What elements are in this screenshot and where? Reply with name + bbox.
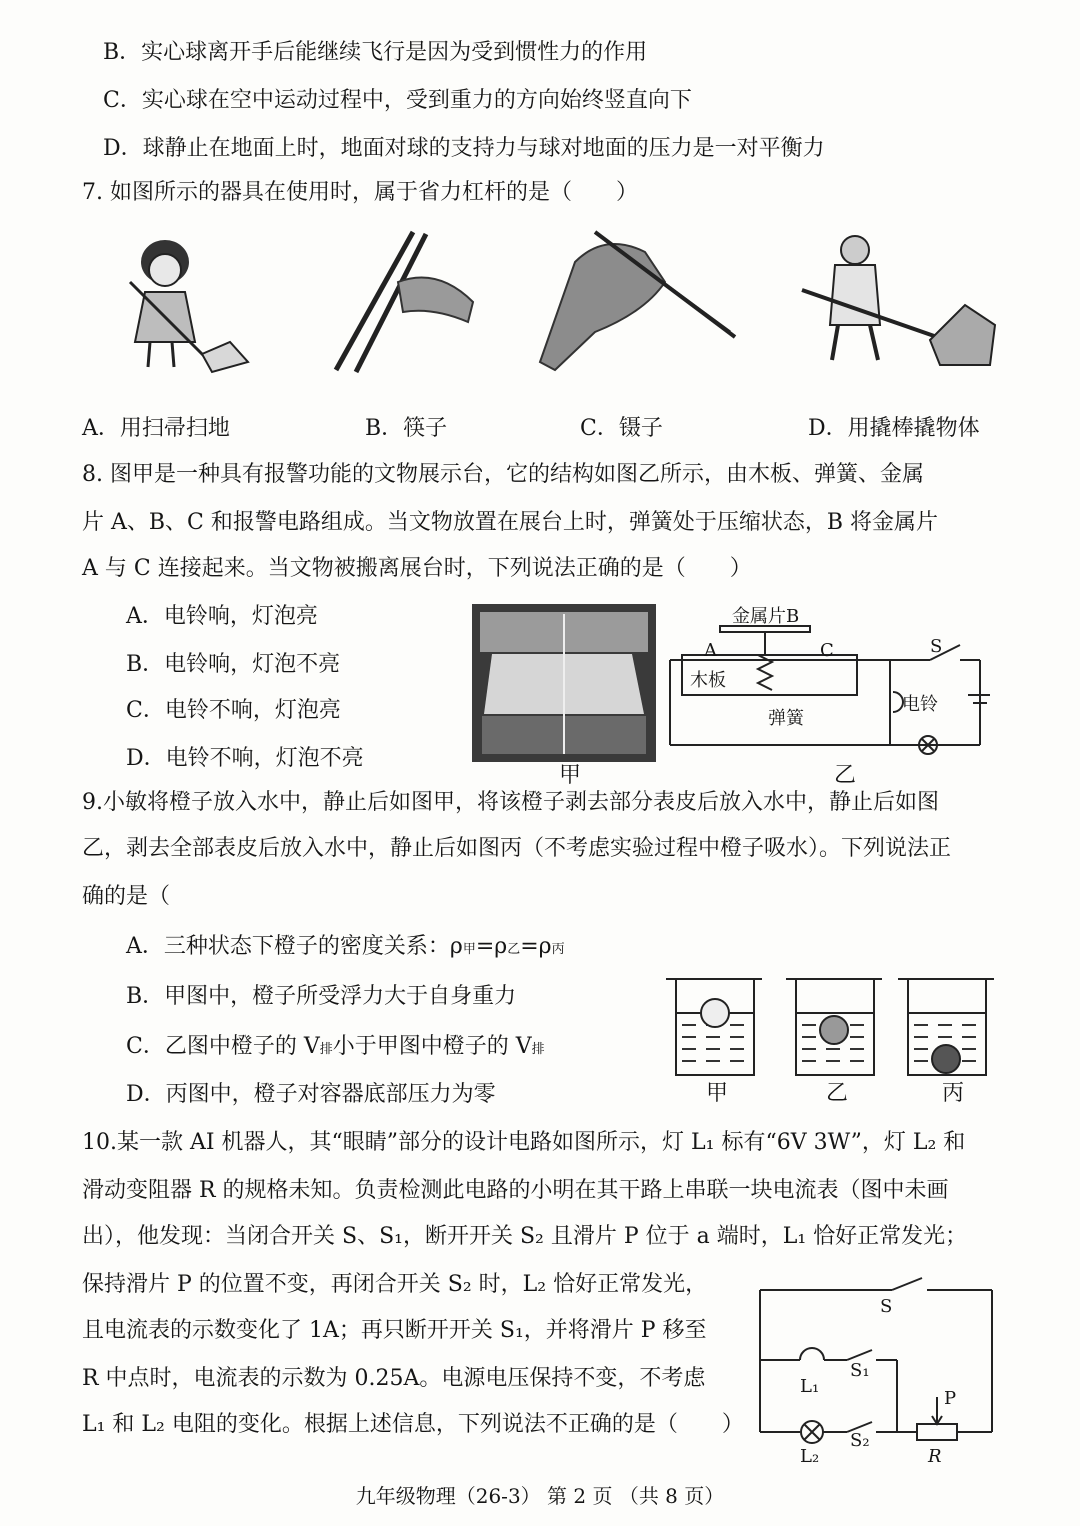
fig8-label-jia: 甲 [558,763,581,788]
robot-eye-circuit-diagram [752,1272,1002,1462]
q8-stem-line1: 8. 图甲是一种具有报警功能的文物展示台，它的结构如图乙所示，由木板、弹簧、金属 [82,462,924,487]
q10-stem-line3: 出），他发现：当闭合开关 S、S₁，断开开关 S₂ 且滑片 P 位于 a 端时，L₁ 恰好正常发光； [82,1224,968,1249]
q6-option-c: C．实心球在空中运动过程中，受到重力的方向始终竖直向下 [103,88,692,113]
q10-stem-line4: 保持滑片 P 的位置不变，再闭合开关 S₂ 时，L₂ 恰好正常发光， [82,1272,708,1297]
fig8-label-metal-b: 金属片B [732,606,800,627]
q8-stem-line3: A 与 C 连接起来。当文物被搬离展台时，下列说法正确的是（ ） [82,556,752,581]
beaker-jia [664,975,764,1081]
fig10-label-s1: S₁ [850,1360,870,1381]
q6-option-b: B．实心球离开手后能继续飞行是因为受到惯性力的作用 [103,40,648,65]
chopsticks-figure [318,222,483,382]
fig8-label-c: C [820,640,834,661]
fig8-label-yi: 乙 [833,763,856,788]
q7-option-a: A．用扫帚扫地 [82,416,230,441]
q10-stem-line1: 10.某一款 AI 机器人，其“眼睛”部分的设计电路如图所示，灯 L₁ 标有“6V 3W”，灯 L₂ 和 [82,1130,966,1155]
q9-option-c: C．乙图中橙子的 V排小于甲图中橙子的 V排 [126,1034,545,1059]
broom-sweeping-figure [110,222,270,382]
beaker-bing [896,975,996,1081]
q7-option-d: D．用撬棒撬物体 [808,416,980,441]
display-stand-photo [472,604,656,762]
crowbar-prying-figure [800,230,1005,370]
q9-stem-line2: 乙，剥去全部表皮后放入水中，静止后如图丙（不考虑实验过程中橙子吸水）。下列说法正 [82,836,952,861]
q7-option-c: C．镊子 [580,416,663,441]
q10-stem-line7: L₁ 和 L₂ 电阻的变化。根据上述信息，下列说法不正确的是（ ） [82,1412,744,1437]
q9-stem-line3: 确的是（ [82,884,171,909]
q8-option-a: A．电铃响，灯泡亮 [126,604,318,629]
fig8-label-board: 木板 [690,670,726,691]
fig8-label-a: A [704,640,717,661]
q9-stem-line1: 9.小敏将橙子放入水中，静止后如图甲，将该橙子剥去部分表皮后放入水中，静止后如图 [82,790,939,815]
q6-option-d: D．球静止在地面上时，地面对球的支持力与球对地面的压力是一对平衡力 [103,136,825,161]
fig10-label-r: R [928,1446,942,1467]
fig10-label-l2: L₂ [800,1446,820,1467]
q9-option-b: B．甲图中，橙子所受浮力大于自身重力 [126,984,517,1009]
q10-stem-line2: 滑动变阻器 R 的规格未知。负责检测此电路的小明在其干路上串联一块电流表（图中未画 [82,1178,949,1203]
fig10-label-l1: L₁ [800,1376,820,1397]
beaker-yi [784,975,884,1081]
q7-stem: 7. 如图所示的器具在使用时，属于省力杠杆的是（ ） [82,180,638,205]
q10-stem-line5: 且电流表的示数变化了 1A；再只断开开关 S₁，并将滑片 P 移至 [82,1318,707,1343]
fig8-label-s: S [930,636,943,657]
q9-option-a: A．三种状态下橙子的密度关系：ρ甲=ρ乙=ρ丙 [126,934,565,959]
fig10-label-p: P [944,1388,957,1409]
q7-option-b: B．筷子 [365,416,448,441]
fig8-label-bell: 电铃 [902,694,938,715]
fig10-label-s2: S₂ [850,1430,870,1451]
q8-option-d: D．电铃不响，灯泡不亮 [126,746,364,771]
page-footer: 九年级物理（26-3） 第 2 页 （共 8 页） [355,1484,725,1508]
fig9-label-jia: 甲 [705,1081,728,1106]
tweezers-figure [535,222,745,372]
q8-option-b: B．电铃响，灯泡不亮 [126,652,341,677]
q9-option-d: D．丙图中，橙子对容器底部压力为零 [126,1082,496,1107]
fig9-label-yi: 乙 [825,1081,848,1106]
q10-stem-line6: R 中点时，电流表的示数为 0.25A。电源电压保持不变，不考虑 [82,1366,706,1391]
q8-stem-line2: 片 A、B、C 和报警电路组成。当文物放置在展台上时，弹簧处于压缩状态，B 将金属片 [82,510,939,535]
fig8-label-spring: 弹簧 [768,708,804,729]
q8-option-c: C．电铃不响，灯泡亮 [126,698,341,723]
fig9-label-bing: 丙 [941,1081,964,1106]
fig10-label-s: S [880,1296,893,1317]
